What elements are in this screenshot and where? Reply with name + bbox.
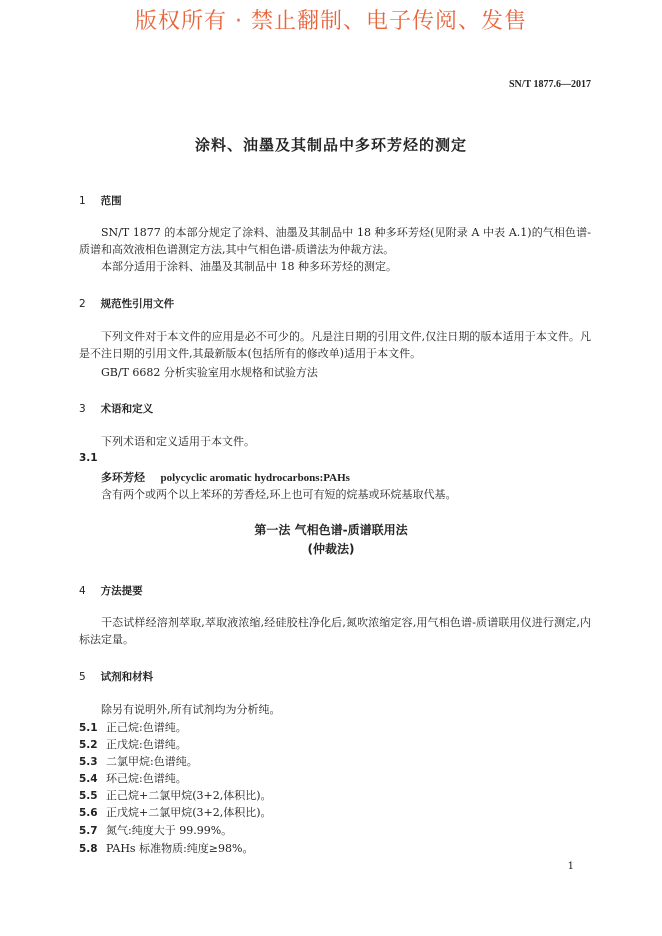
section-3-heading [79, 401, 153, 416]
section-5-intro: 除另有说明外,所有试剂均为分析纯。 [101, 703, 281, 716]
copyright-watermark: 版权所有 · 禁止翻制、电子传阅、发售 [135, 9, 527, 34]
item-text: 正戊烷:色谱纯。 [106, 738, 187, 751]
item-number: 5.3 [79, 756, 98, 768]
term-chinese: 多环芳烃 [101, 471, 145, 484]
standard-code: SN/T 1877.6—2017 [508, 79, 591, 90]
section-1-heading [79, 193, 122, 208]
section-1-paragraph-2: 本部分适用于涂料、油墨及其制品中 18 种多环芳烃的测定。 [101, 260, 397, 273]
item-text: 环己烷:色谱纯。 [106, 772, 187, 785]
item-number: 5.1 [79, 722, 98, 734]
term-definition: 含有两个或两个以上苯环的芳香烃,环上也可有短的烷基或环烷基取代基。 [101, 488, 457, 501]
item-number: 5.5 [79, 790, 98, 802]
section-4-paragraph-1: 干态试样经溶剂萃取,萃取液浓缩,经硅胶柱净化后,氮吹浓缩定容,用气相色谱-质谱联用仪进行测定,内标法定量。 [79, 616, 591, 646]
section-title: 方法提要 [100, 585, 143, 597]
section-number: 5 [79, 671, 86, 683]
section-title: 术语和定义 [100, 403, 154, 415]
item-number: 5.6 [79, 807, 98, 819]
section-2-heading [79, 296, 174, 311]
reagent-item [79, 822, 232, 838]
section-number: 2 [79, 298, 86, 310]
item-text: 氮气:纯度大于 99.99%。 [106, 824, 233, 837]
item-number: 5.2 [79, 739, 98, 751]
section-1-paragraph-1: SN/T 1877 的本部分规定了涂料、油墨及其制品中 18 种多环芳烃(见附录 A 中表 A.1)的气相色谱-质谱和高效液相色谱测定方法,其中气相色谱-质谱法为仲裁方法。 [79, 226, 591, 256]
section-title: 试剂和材料 [100, 671, 154, 683]
section-4-heading [79, 583, 143, 598]
reagent-item [79, 719, 187, 735]
method-subtitle: (仲裁法) [307, 542, 355, 556]
section-5-heading [79, 669, 153, 684]
item-number: 5.4 [79, 773, 98, 785]
term-english: polycyclic aromatic hydrocarbons:PAHs [160, 472, 350, 484]
item-text: 正己烷:色谱纯。 [106, 721, 187, 734]
reagent-item [79, 804, 272, 820]
reagent-item [79, 770, 187, 786]
section-2-paragraph-1: 下列文件对于本文件的应用是必不可少的。凡是注日期的引用文件,仅注日期的版本适用于本文件。凡是不注日期的引用文件,其最新版本(包括所有的修改单)适用于本文件。 [79, 330, 591, 360]
reagent-item [79, 840, 253, 856]
section-number: 1 [79, 195, 86, 207]
method-title: 第一法 气相色谱-质谱联用法 [254, 523, 408, 537]
section-title: 范围 [100, 195, 122, 207]
item-text: PAHs 标准物质:纯度≥98%。 [106, 842, 254, 855]
clause-number: 3.1 [79, 452, 98, 464]
reagent-item [79, 753, 198, 769]
term-entry [101, 469, 350, 485]
item-text: 二氯甲烷:色谱纯。 [106, 755, 198, 768]
section-number: 4 [79, 585, 86, 597]
reagent-item [79, 736, 187, 752]
normative-reference: GB/T 6682 分析实验室用水规格和试验方法 [101, 366, 318, 379]
item-number: 5.7 [79, 825, 98, 837]
section-3-paragraph-1: 下列术语和定义适用于本文件。 [101, 435, 255, 448]
item-number: 5.8 [79, 843, 98, 855]
section-number: 3 [79, 403, 86, 415]
reagent-item [79, 787, 272, 803]
item-text: 正戊烷+二氯甲烷(3+2,体积比)。 [106, 806, 272, 819]
page-number: 1 [567, 861, 574, 872]
document-title: 涂料、油墨及其制品中多环芳烃的测定 [194, 136, 467, 154]
item-text: 正己烷+二氯甲烷(3+2,体积比)。 [106, 789, 272, 802]
section-title: 规范性引用文件 [100, 298, 175, 310]
